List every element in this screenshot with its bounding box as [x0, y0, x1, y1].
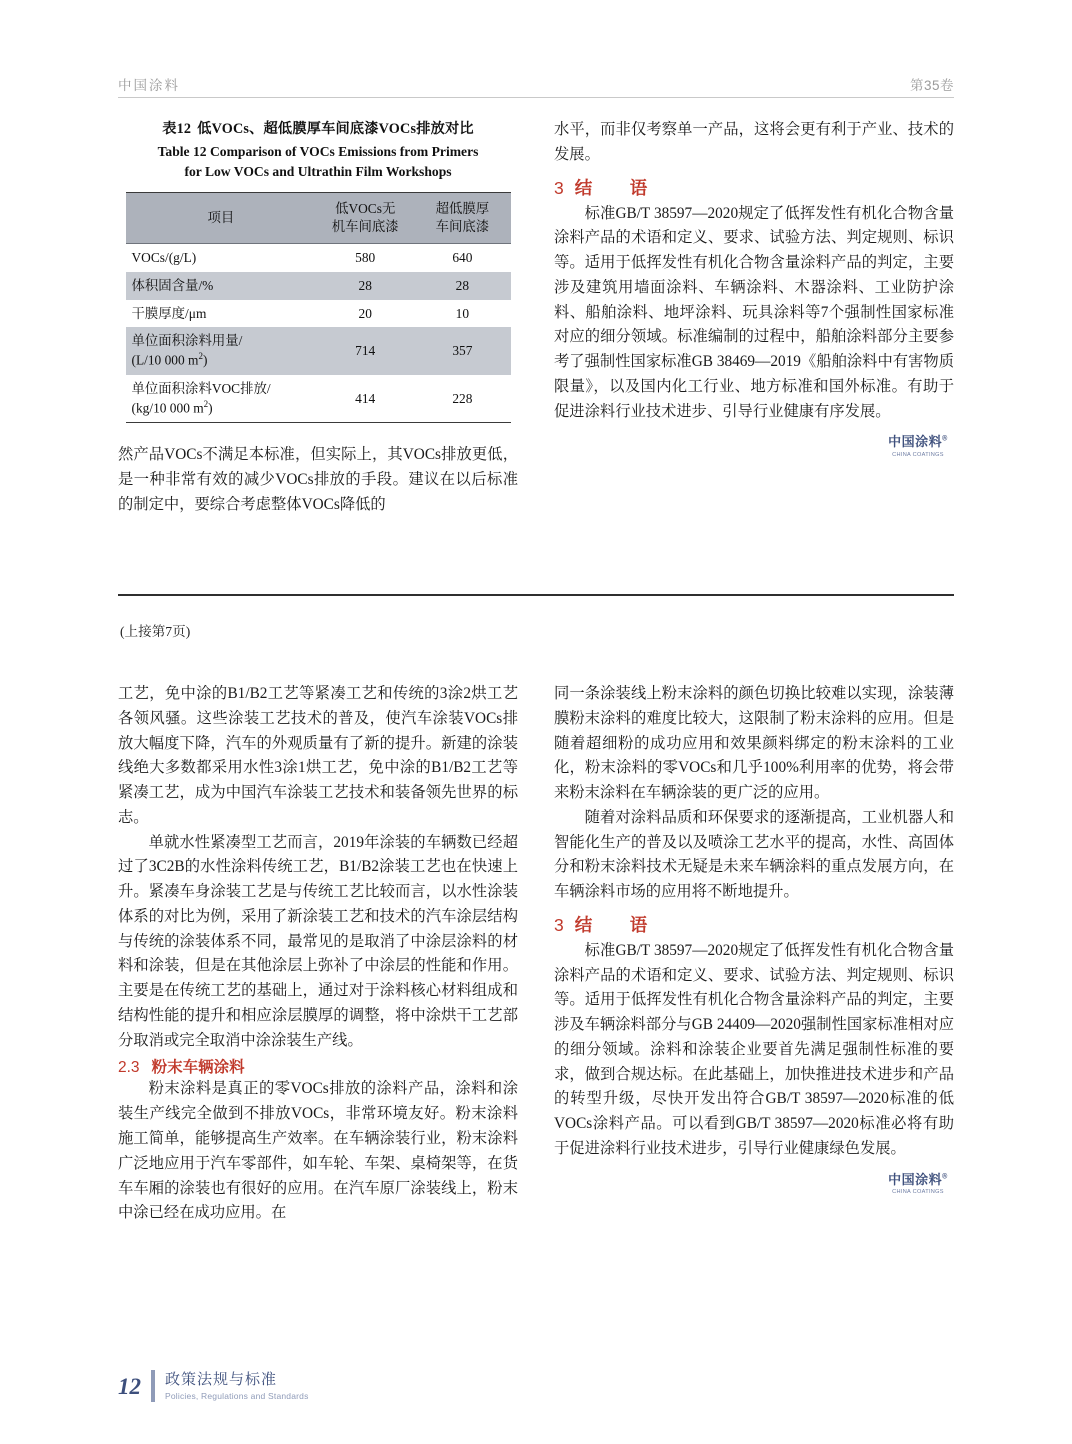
- table-row: [126, 327, 511, 374]
- continued-from-note: (上接第7页): [120, 624, 191, 639]
- paragraph-bottom-right-1: 同一条涂装线上粉末涂料的颜色切换比较难以实现，涂装薄膜粉末涂料的难度比较大，这限制了粉末涂料的应用。但是随着超细粉的成功应用和效果颜料绑定的粉末涂料的工业化，粉末涂料的零VOCs和几乎100%利用率的优势，将会带来粉末涂料在车辆涂装的更广泛的应用。: [554, 685, 954, 802]
- footer-divider-bar: [151, 1370, 155, 1402]
- subsection-title: 粉末车辆涂料: [151, 1059, 245, 1077]
- cell-value-2: 10: [455, 305, 470, 321]
- china-coatings-logo-icon: [882, 434, 954, 458]
- th-item: 项目: [126, 193, 317, 243]
- table-caption-en-line1: Table 12 Comparison of VOCs Emissions from Primers: [157, 144, 479, 159]
- trademark-icon: ®: [942, 436, 948, 444]
- table-caption-en: [118, 142, 518, 182]
- brand-cn-text: 中国涂料: [888, 434, 943, 450]
- section-heading-conclusion-bottom: [554, 912, 954, 937]
- cell-item: VOCs/(g/L): [131, 249, 197, 265]
- paragraph-bottom-left-3: 粉末涂料是真正的零VOCs排放的涂料产品，涂料和涂装生产线完全做到不排放VOCs，非常环境友好。粉末涂料施工简单，能够提高生产效率。在车辆涂装行业，粉末涂料广泛地应用于汽车零部件，如车轮、车架、桌椅架等，在货车车厢的涂装也有很好的应用。在汽车原厂涂装线上，粉末中涂已经在成功应用。在: [118, 1080, 518, 1222]
- china-coatings-logo-icon: [882, 1172, 954, 1196]
- table-voc-emissions: [126, 192, 511, 423]
- table-row: [126, 375, 511, 423]
- cell-item: [126, 327, 317, 374]
- section-number: 3: [554, 177, 565, 198]
- cell-item: [126, 375, 317, 423]
- article-separator: [118, 594, 954, 596]
- footer-section-en: Policies, Regulations and Standards: [165, 1390, 309, 1401]
- th-col1-line1: 低VOCs无: [335, 201, 396, 217]
- th-col2-line2: 车间底漆: [435, 218, 490, 234]
- header-divider: [118, 97, 954, 98]
- cell-value-1: 714: [316, 327, 414, 374]
- brand-name-cn: [888, 1173, 948, 1186]
- th-col2-line1: 超低膜厚: [435, 201, 490, 217]
- th-col1: [316, 193, 414, 243]
- cell-value-1: 20: [358, 305, 372, 321]
- paragraph-top-left-1: 然产品VOCs不满足本标准，但实际上，其VOCs排放更低，是一种非常有效的减少VOCs排放的手段。建议在以后标准的制定中，要综合考虑整体VOCs降低的: [118, 446, 518, 513]
- table-row: [126, 300, 511, 328]
- cell-value-2: 640: [452, 249, 473, 265]
- footer-section-label: [165, 1371, 309, 1401]
- cell-item: 干膜厚度/μm: [131, 305, 207, 321]
- table-caption-en-line2: for Low VOCs and Ultrathin Film Workshops: [184, 164, 452, 180]
- brand-name-en: CHINA COATINGS: [892, 451, 944, 458]
- cell-value-2: 228: [414, 375, 510, 423]
- running-head: [118, 74, 954, 94]
- cell-item-line1: 单位面积涂料用量/: [131, 333, 243, 349]
- lower-left-column: [118, 682, 518, 1226]
- table-row: [126, 272, 511, 300]
- trademark-icon: ®: [942, 1173, 948, 1181]
- page-footer: [118, 1370, 309, 1402]
- paragraph-bottom-right-2: 随着对涂料品质和环保要求的逐渐提高，工业机器人和智能化生产的普及以及喷涂工艺水平的提高，水性、高固体分和粉末涂料技术无疑是未来车辆涂料的重点发展方向，在车辆涂料市场的应用将不断地提升。: [554, 808, 954, 901]
- superscript-2: 2: [203, 398, 209, 409]
- upper-right-column: [554, 118, 954, 518]
- section-number: 3: [554, 914, 565, 935]
- cell-value-2: 28: [414, 272, 510, 300]
- subsection-number: 2.3: [118, 1059, 140, 1077]
- table-title-cn: 低VOCs、超低膜厚车间底漆VOCs排放对比: [197, 121, 474, 137]
- table-caption-cn: [118, 118, 518, 138]
- section-title: 结 语: [574, 914, 658, 935]
- brand-logo-bottom-container: [554, 1172, 954, 1196]
- brand-name-en: CHINA COATINGS: [892, 1189, 944, 1196]
- table-head: [126, 193, 511, 243]
- page-number: 12: [118, 1373, 141, 1399]
- brand-name-cn: [888, 435, 948, 448]
- th-col1-line2: 机车间底漆: [331, 218, 399, 234]
- footer-section-cn: 政策法规与标准: [165, 1371, 278, 1389]
- paragraph-bottom-left-2: 单就水性紧凑型工艺而言，2019年涂装的车辆数已经超过了3C2B的水性涂料传统工艺，B1/B2涂装工艺也在快速上升。紧凑车身涂装工艺是与传统工艺比较而言，以水性涂装体系的对比为例，采用了新涂装工艺和技术的汽车涂层结构与传统的涂装体系不同，最常见的是取消了中涂层涂料的材料和涂装，但是在其他涂层上弥补了中涂层的性能和作用。主要是在传统工艺的基础上，通过对于涂料核心材料组成和结构性能的提升和相应涂层膜厚的调整，将中涂烘干工艺部分取消或完全取消中涂涂装生产线。: [118, 833, 518, 1049]
- cell-item: 体积固含量/%: [126, 272, 317, 300]
- cell-item-line2: (kg/10 000 $m^2$): [131, 398, 213, 416]
- upper-columns: [118, 118, 954, 518]
- cell-item-line2: (L/10 000 $m^2$): [131, 351, 208, 368]
- subsection-heading-powder-coatings: [118, 1055, 518, 1077]
- section-heading-conclusion-top: [554, 175, 954, 200]
- cell-item-line1: 单位面积涂料VOC排放/: [131, 380, 271, 396]
- cell-value-2: 357: [414, 327, 510, 374]
- cell-value-1: 580: [355, 249, 376, 265]
- paragraph-bottom-right-3: 标准GB/T 38597—2020规定了低挥发性有机化合物含量涂料产品的术语和定义、要求、试验方法、判定规则、标识等。适用于低挥发性有机化合物含量涂料产品的判定，主要涉及车辆涂料部分与GB 24409—2020强制性国家标准相对应的细分领域。涂料和涂装企业要首先满足强制性标准的要求，做到合规达标。在此基础上，加快推进技术进步和产品的转型升级，尽快开发出符合GB/T 38597—2020标准的低VOCs涂料产品。可以看到GB/T 38597—2020标准必将有助于促进涂料行业技术进步，引导行业健康绿色发展。: [554, 941, 954, 1158]
- superscript-2: 2: [198, 351, 203, 362]
- section-title: 结 语: [574, 177, 658, 198]
- lower-right-column: [554, 682, 954, 1226]
- paragraph-continuation: 水平，而非仅考察单一产品，这将会更有利于产业、技术的发展。: [554, 121, 954, 163]
- table-body: [126, 243, 511, 423]
- volume-label: 第35卷: [909, 78, 954, 93]
- journal-name: 中国涂料: [118, 78, 180, 93]
- th-col2: [414, 193, 510, 243]
- brand-cn-text: 中国涂料: [888, 1171, 943, 1187]
- paragraph-bottom-left-1: 工艺，免中涂的B1/B2工艺等紧凑工艺和传统的3涂2烘工艺各领风骚。这些涂装工艺技术的普及，使汽车涂装VOCs排放大幅度下降，汽车的外观质量有了新的提升。新建的涂装线绝大多数都采用水性3涂1烘工艺，免中涂的B1/B2工艺等紧凑工艺，成为中国汽车涂装工艺技术和装备领先世界的标志。: [118, 685, 518, 826]
- upper-left-column: [118, 118, 518, 518]
- table-row: [126, 243, 511, 271]
- lower-columns: [118, 682, 954, 1226]
- paragraph-top-right-1: 标准GB/T 38597—2020规定了低挥发性有机化合物含量涂料产品的术语和定义、要求、试验方法、判定规则、标识等。适用于低挥发性有机化合物含量涂料产品的判定，主要涉及建筑用墙面涂料、车辆涂料、木器涂料、工业防护涂料、船舶涂料、地坪涂料、玩具涂料等7个强制性国家标准对应的细分领域。标准编制的过程中，船舶涂料部分主要参考了强制性国家标准GB 38469—2019《船舶涂料中有害物质限量》，以及国内化工行业、地方标准和国外标准。有助于促进涂料行业技术进步、引导行业健康有序发展。: [554, 204, 954, 420]
- brand-logo-top-container: [554, 434, 954, 458]
- table-number-cn: 表12: [162, 121, 192, 137]
- table-header-row: [126, 193, 511, 243]
- cell-value-1: 28: [316, 272, 414, 300]
- cell-value-1: 414: [316, 375, 414, 423]
